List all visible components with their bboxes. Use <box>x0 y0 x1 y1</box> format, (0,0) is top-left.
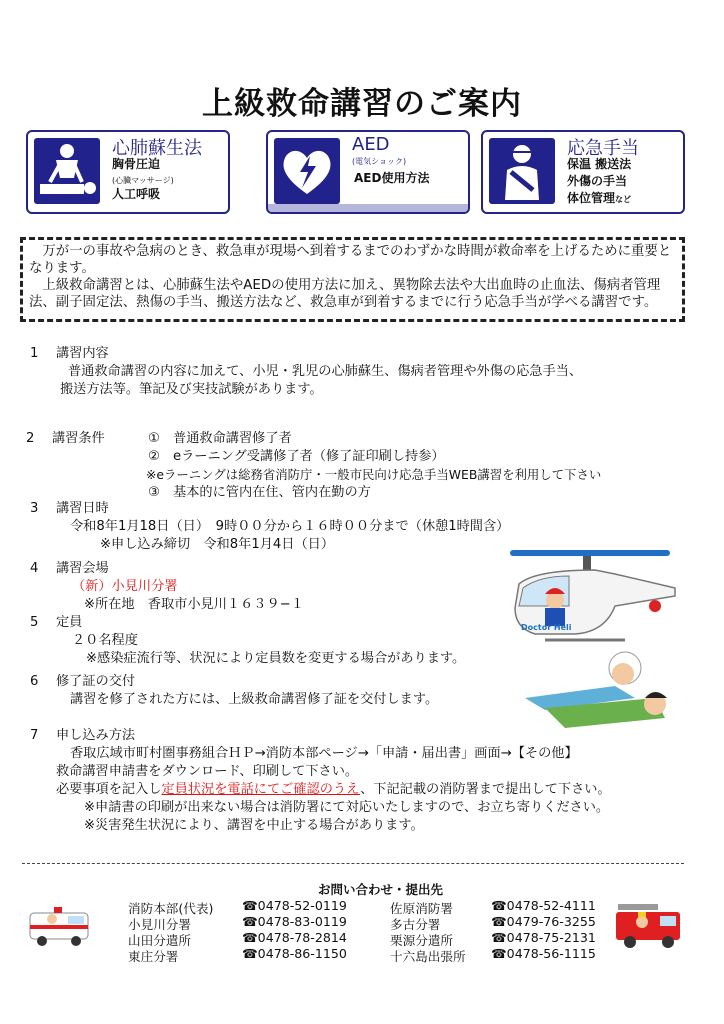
contact-phone: ☎0479-76-3255 <box>491 914 596 929</box>
fire-truck-icon <box>612 898 686 956</box>
contact-phone: ☎0478-52-0119 <box>242 898 347 913</box>
contact-title: お問い合わせ・提出先 <box>318 882 444 897</box>
banner-line-small: など <box>615 195 632 204</box>
section-6-heading: 修了証の交付 <box>56 674 136 689</box>
section-7-number: 7 <box>30 728 39 743</box>
apply-note: ※申請書の印刷が出来ない場合は消防署にて対応いたしますので、お立ち寄りください。 <box>84 800 610 815</box>
section-5-number: 5 <box>30 615 39 630</box>
banner-heading: 心肺蘇生法 <box>112 138 202 159</box>
condition-item: ① 普通救命講習修了者 <box>148 431 292 446</box>
banner-line: 体位管理 <box>567 191 616 205</box>
phone-confirm-note: 定員状況を電話にてご確認のうえ <box>161 782 361 797</box>
capacity-note: ※感染症流行等、状況により定員数を変更する場合があります。 <box>86 651 466 666</box>
banner-line: (電気ショック) <box>352 157 407 166</box>
section-6-number: 6 <box>30 674 39 689</box>
section-2-number: 2 <box>26 431 35 446</box>
apply-text-line <box>56 781 611 799</box>
schedule-text: 令和8年1月18日（日） 9時００分から１６時００分まで（休憩1時間含） <box>70 519 510 534</box>
apply-note: ※災害発生状況により、講習を中止する場合があります。 <box>84 818 424 833</box>
banner-line: 外傷の手当 <box>567 174 628 188</box>
divider <box>22 863 684 864</box>
contact-name: 多古分署 <box>390 917 441 932</box>
venue-address: ※所在地 香取市小見川１６３９−１ <box>84 597 304 612</box>
contact-name: 佐原消防署 <box>390 901 453 916</box>
banner-bar <box>268 204 468 212</box>
deadline-text: ※申し込み締切 令和8年1月4日（日） <box>100 537 335 552</box>
condition-item: ② eラーニング受講修了者（修了証印刷し持参） <box>148 449 445 464</box>
banner-line: 保温 搬送法 <box>567 157 632 171</box>
condition-item: ③ 基本的に管内在住、管内在勤の方 <box>148 485 371 500</box>
section-2-heading: 講習条件 <box>52 431 105 446</box>
doctor-heli-illustration <box>505 548 685 738</box>
banner-line: AED使用方法 <box>354 171 430 185</box>
cpr-banner <box>26 130 230 214</box>
section-3-heading: 講習日時 <box>56 501 109 516</box>
section-1-number: 1 <box>30 346 39 361</box>
contact-name: 栗源分遣所 <box>390 933 453 948</box>
contact-phone: ☎0478-52-4111 <box>491 898 596 913</box>
section-1-text: 普通救命講習の内容に加えて、小児・乳児の心肺蘇生、傷病者管理や外傷の応急手当、 <box>68 364 583 379</box>
contact-phone: ☎0478-56-1115 <box>491 946 596 961</box>
first-aid-banner <box>481 130 685 214</box>
apply-text: 香取広域市町村圏事務組合ＨＰ→消防本部ページ→「申請・届出書」画面→【その他】 <box>70 746 578 761</box>
banner-line: 人工呼吸 <box>112 187 161 201</box>
ambulance-icon <box>28 905 92 953</box>
contact-name: 山田分遣所 <box>128 933 191 948</box>
section-7-heading: 申し込み方法 <box>56 728 136 743</box>
cpr-icon <box>34 138 100 204</box>
venue-name: （新）小見川分署 <box>72 579 178 594</box>
section-1-heading: 講習内容 <box>56 346 109 361</box>
section-5-heading: 定員 <box>56 615 83 630</box>
section-4-number: 4 <box>30 561 39 576</box>
apply-text: 必要事項を記入し <box>56 782 162 797</box>
section-1-text: 搬送方法等。筆記及び実技試験があります。 <box>60 382 323 397</box>
section-4-heading: 講習会場 <box>56 561 109 576</box>
bandage-icon <box>489 138 555 204</box>
contact-phone: ☎0478-83-0119 <box>242 914 347 929</box>
contact-phone: ☎0478-78-2814 <box>242 930 347 945</box>
contact-name: 小見川分署 <box>128 917 191 932</box>
contact-phone: ☎0478-75-2131 <box>491 930 596 945</box>
contact-phone: ☎0478-86-1150 <box>242 946 347 961</box>
banner-line: 胸骨圧迫 <box>112 157 161 171</box>
banner-heading: AED <box>352 134 390 155</box>
capacity-text: ２０名程度 <box>72 633 138 648</box>
apply-text: 、下記記載の消防署まで提出して下さい。 <box>360 782 611 797</box>
page-title: 上級救命講習のご案内 <box>202 86 522 122</box>
condition-note: ※eラーニングは総務省消防庁・一般市民向け応急手当WEB講習を利用して下さい <box>146 467 602 482</box>
section-3-number: 3 <box>30 501 39 516</box>
intro-paragraph: 上級救命講習とは、心肺蘇生法やAEDの使用方法に加え、異物除去法や大出血時の止血法、傷病者管理法、副子固定法、熱傷の手当、搬送方法など、救急車が到着するまでに行う応急手当が学べる講習です。 <box>29 278 661 310</box>
banner-line: (心臓マッサージ) <box>112 176 174 185</box>
intro-box <box>20 237 685 322</box>
aed-banner <box>266 130 470 214</box>
aed-heart-icon <box>274 138 340 204</box>
contact-name: 十六島出張所 <box>390 949 466 964</box>
intro-paragraph: 万が一の事故や急病のとき、救急車が現場へ到着するまでのわずかな時間が救命率を上げるために重要となります。 <box>29 244 672 276</box>
heli-label: Doctor Heli <box>521 623 572 632</box>
contact-name: 消防本部(代表) <box>128 901 214 916</box>
contact-name: 東庄分署 <box>128 949 179 964</box>
certificate-text: 講習を修了された方には、上級救命講習修了証を交付します。 <box>70 692 439 707</box>
banner-heading: 応急手当 <box>567 138 639 159</box>
apply-text: 救命講習申請書をダウンロード、印刷して下さい。 <box>56 764 359 779</box>
